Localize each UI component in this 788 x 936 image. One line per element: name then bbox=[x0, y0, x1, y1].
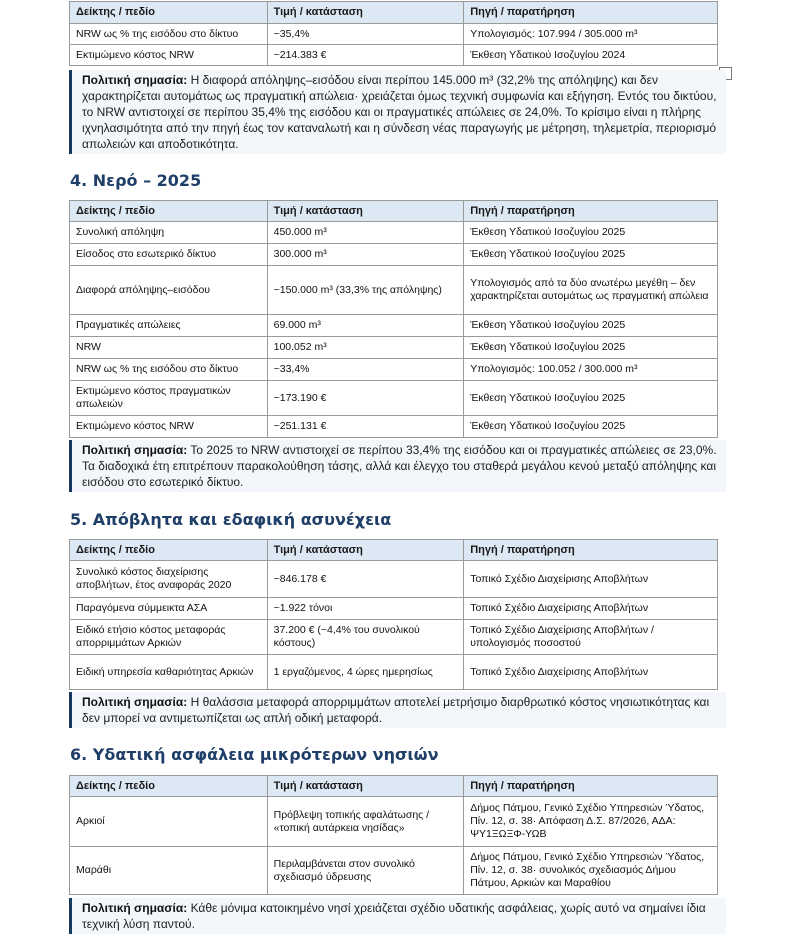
column-header: Τιμή / κατάσταση bbox=[267, 540, 464, 561]
policy-note: Πολιτική σημασία: Το 2025 το NRW αντιστοιχεί σε περίπου 33,4% της εισόδου και οι πραγματικές απώλειες σε 23,0%. Τα διαδοχικά έτη επιτρέπουν παρακολούθηση τάσης, αλλά και έλεγχο του σταθερά μεγάλου κενού μεταξύ απόληψης και εισόδου στο εσωτερικό δίκτυο. bbox=[69, 440, 726, 492]
column-header: Τιμή / κατάσταση bbox=[267, 201, 464, 222]
table-row bbox=[70, 24, 718, 45]
source-cell: Υπολογισμός από τα δύο ανωτέρω μεγέθη – δεν χαρακτηρίζεται αυτομάτως ως πραγματική απώλεια bbox=[464, 266, 718, 315]
source-cell: Υπολογισμός: 107.994 / 305.000 m³ bbox=[464, 24, 718, 45]
source-cell: Έκθεση Υδατικού Ισοζυγίου 2025 bbox=[464, 244, 718, 266]
indicator-cell: Ειδικό ετήσιο κόστος μεταφοράς απορριμμάτων Αρκιών bbox=[70, 620, 268, 655]
indicator-cell: Εκτιμώμενο κόστος πραγματικών απωλειών bbox=[70, 381, 268, 416]
policy-note: Πολιτική σημασία: Κάθε μόνιμα κατοικημένο νησί χρειάζεται σχέδιο υδατικής ασφάλειας, χωρίς αυτό να σημαίνει ίδια τεχνική λύση παντού. bbox=[69, 898, 726, 934]
table-row bbox=[70, 381, 718, 416]
table-row bbox=[70, 598, 718, 620]
table-row bbox=[70, 244, 718, 266]
indicator-cell: Εκτιμώμενο κόστος NRW bbox=[70, 416, 268, 438]
indicator-cell: Μαράθι bbox=[70, 847, 268, 895]
value-cell: ~150.000 m³ (33,3% της απόληψης) bbox=[267, 266, 464, 315]
table-row bbox=[70, 359, 718, 381]
table-row bbox=[70, 847, 718, 895]
indicator-cell: Ειδική υπηρεσία καθαριότητας Αρκιών bbox=[70, 655, 268, 690]
indicator-cell: Διαφορά απόληψης–εισόδου bbox=[70, 266, 268, 315]
indicator-cell: Παραγόμενα σύμμεικτα ΑΣΑ bbox=[70, 598, 268, 620]
small-islands-table bbox=[69, 775, 718, 895]
column-header: Δείκτης / πεδίο bbox=[70, 201, 268, 222]
indicator-cell: Εκτιμώμενο κόστος NRW bbox=[70, 45, 268, 66]
indicator-cell: Συνολική απόληψη bbox=[70, 222, 268, 244]
column-header: Πηγή / παρατήρηση bbox=[464, 776, 718, 797]
waste-table bbox=[69, 539, 718, 690]
table-row bbox=[70, 266, 718, 315]
column-header: Τιμή / κατάσταση bbox=[267, 776, 464, 797]
source-cell: Έκθεση Υδατικού Ισοζυγίου 2025 bbox=[464, 337, 718, 359]
value-cell: 37.200 € (~4,4% του συνολικού κόστους) bbox=[267, 620, 464, 655]
table-header-row bbox=[70, 2, 718, 24]
table-row bbox=[70, 561, 718, 598]
indicator-cell: Αρκιοί bbox=[70, 797, 268, 847]
source-cell: Τοπικό Σχέδιο Διαχείρισης Αποβλήτων / υπολογισμός ποσοστού bbox=[464, 620, 718, 655]
value-cell: 1 εργαζόμενος, 4 ώρες ημερησίως bbox=[267, 655, 464, 690]
column-header: Πηγή / παρατήρηση bbox=[464, 540, 718, 561]
table-row bbox=[70, 222, 718, 244]
column-header: Πηγή / παρατήρηση bbox=[464, 2, 718, 24]
value-cell: ~214.383 € bbox=[267, 45, 464, 66]
source-cell: Έκθεση Υδατικού Ισοζυγίου 2025 bbox=[464, 416, 718, 438]
policy-note: Πολιτική σημασία: Η διαφορά απόληψης–εισόδου είναι περίπου 145.000 m³ (32,2% της απόληψης) και δεν χαρακτηρίζεται αυτομάτως ως πραγματική απώλεια· χρειάζεται όμως τεχνική συμφωνία και εξήγηση. Εντός του δικτύου, το NRW αντιστοιχεί σε περίπου 35,4% της εισόδου και οι πραγματικές απώλειες σε 24,0%. Το κρίσιμο είναι η πλήρης ιχνηλασιμότητα από την πηγή έως τον καταναλωτή και η σύνδεση νέας παραγωγής με μέτρηση, τηλεμετρία, περιορισμό απωλειών και αποδοτικότητα. bbox=[69, 70, 726, 154]
source-cell: Έκθεση Υδατικού Ισοζυγίου 2025 bbox=[464, 222, 718, 244]
section-heading-small-islands: 6. Υδατική ασφάλεια μικρότερων νησιών bbox=[70, 745, 439, 764]
value-cell: ~33,4% bbox=[267, 359, 464, 381]
indicator-cell: Συνολικό κόστος διαχείρισης αποβλήτων, έτος αναφοράς 2020 bbox=[70, 561, 268, 598]
table-row bbox=[70, 655, 718, 690]
table-row bbox=[70, 337, 718, 359]
value-cell: Πρόβλεψη τοπικής αφαλάτωσης / «τοπική αυτάρκεια νησίδας» bbox=[267, 797, 464, 847]
value-cell: 300.000 m³ bbox=[267, 244, 464, 266]
source-cell: Τοπικό Σχέδιο Διαχείρισης Αποβλήτων bbox=[464, 598, 718, 620]
table-row bbox=[70, 416, 718, 438]
column-header: Δείκτης / πεδίο bbox=[70, 776, 268, 797]
source-cell: Τοπικό Σχέδιο Διαχείρισης Αποβλήτων bbox=[464, 561, 718, 598]
value-cell: 450.000 m³ bbox=[267, 222, 464, 244]
water-2024-table bbox=[69, 1, 718, 66]
value-cell: 69.000 m³ bbox=[267, 315, 464, 337]
column-header: Δείκτης / πεδίο bbox=[70, 2, 268, 24]
value-cell: 100.052 m³ bbox=[267, 337, 464, 359]
table-header-row bbox=[70, 540, 718, 561]
table-header-row bbox=[70, 776, 718, 797]
table-header-row bbox=[70, 201, 718, 222]
value-cell: ~35,4% bbox=[267, 24, 464, 45]
source-cell: Δήμος Πάτμου, Γενικό Σχέδιο Υπηρεσιών Ύδατος, Πίν. 12, σ. 38· συνολικός σχεδιασμός Δήμου Πάτμου, Αρκιών και Μαραθίου bbox=[464, 847, 718, 895]
source-cell: Έκθεση Υδατικού Ισοζυγίου 2025 bbox=[464, 381, 718, 416]
table-row bbox=[70, 45, 718, 66]
indicator-cell: Πραγματικές απώλειες bbox=[70, 315, 268, 337]
source-cell: Τοπικό Σχέδιο Διαχείρισης Αποβλήτων bbox=[464, 655, 718, 690]
source-cell: Έκθεση Υδατικού Ισοζυγίου 2024 bbox=[464, 45, 718, 66]
column-header: Πηγή / παρατήρηση bbox=[464, 201, 718, 222]
column-header: Δείκτης / πεδίο bbox=[70, 540, 268, 561]
indicator-cell: NRW ως % της εισόδου στο δίκτυο bbox=[70, 359, 268, 381]
value-cell: ~846.178 € bbox=[267, 561, 464, 598]
water-2025-table bbox=[69, 200, 718, 438]
table-row bbox=[70, 315, 718, 337]
column-header: Τιμή / κατάσταση bbox=[267, 2, 464, 24]
table-row bbox=[70, 797, 718, 847]
section-heading-water-2025: 4. Νερό – 2025 bbox=[70, 171, 202, 190]
table-row bbox=[70, 620, 718, 655]
value-cell: Περιλαμβάνεται στον συνολικό σχεδιασμό ύδρευσης bbox=[267, 847, 464, 895]
source-cell: Υπολογισμός: 100.052 / 300.000 m³ bbox=[464, 359, 718, 381]
source-cell: Δήμος Πάτμου, Γενικό Σχέδιο Υπηρεσιών Ύδατος, Πίν. 12, σ. 38· Απόφαση Δ.Σ. 87/2026, ΑΔΑ: ΨΥ1ΞΩΞΦ-ΥΩΒ bbox=[464, 797, 718, 847]
indicator-cell: NRW ως % της εισόδου στο δίκτυο bbox=[70, 24, 268, 45]
source-cell: Έκθεση Υδατικού Ισοζυγίου 2025 bbox=[464, 315, 718, 337]
value-cell: ~1.922 τόνοι bbox=[267, 598, 464, 620]
indicator-cell: Είσοδος στο εσωτερικό δίκτυο bbox=[70, 244, 268, 266]
value-cell: ~173.190 € bbox=[267, 381, 464, 416]
section-heading-waste: 5. Απόβλητα και εδαφική ασυνέχεια bbox=[70, 510, 392, 529]
value-cell: ~251.131 € bbox=[267, 416, 464, 438]
indicator-cell: NRW bbox=[70, 337, 268, 359]
policy-note: Πολιτική σημασία: Η θαλάσσια μεταφορά απορριμμάτων αποτελεί μετρήσιμο διαρθρωτικό κόστος νησιωτικότητας και δεν μπορεί να αντιμετωπίζεται ως απλή οδική μεταφορά. bbox=[69, 692, 726, 728]
